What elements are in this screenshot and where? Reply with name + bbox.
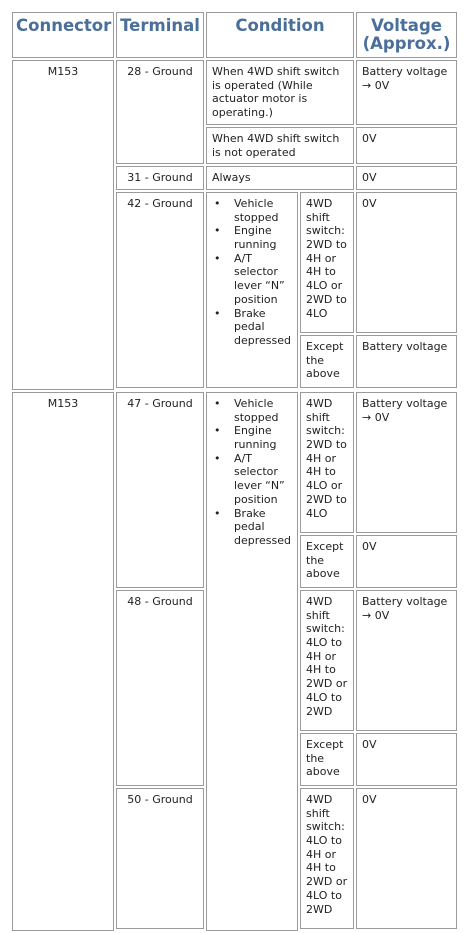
voltage-cell: 0V <box>356 166 457 190</box>
condition-list-cell <box>206 392 298 931</box>
list-item-text: • A/T selector lever “N” position <box>234 451 285 506</box>
voltage-cell: 0V <box>356 127 457 164</box>
list-item <box>212 424 292 451</box>
terminal-cell: 28 - Ground <box>116 60 204 164</box>
voltage-cell: Battery voltage → 0V <box>356 590 457 731</box>
table-row <box>12 392 457 533</box>
connector-voltage-table <box>10 10 459 933</box>
list-item <box>212 252 292 307</box>
terminal-cell: 48 - Ground <box>116 590 204 786</box>
list-item <box>212 197 292 224</box>
condition-cell: Always <box>206 166 354 190</box>
voltage-cell: 0V <box>356 535 457 588</box>
header-voltage <box>356 12 457 58</box>
terminal-cell: 50 - Ground <box>116 788 204 929</box>
sub-condition-cell: 4WD shift switch: 2WD to 4H or 4H to 4LO or 2WD to 4LO <box>300 392 354 533</box>
list-item <box>212 507 292 548</box>
voltage-cell: Battery voltage <box>356 335 457 388</box>
spec-table-container <box>10 10 459 933</box>
terminal-cell: 42 - Ground <box>116 192 204 388</box>
list-item-text: • A/T selector lever “N” position <box>234 251 285 306</box>
voltage-cell: Battery voltage → 0V <box>356 392 457 533</box>
sub-condition-cell: 4WD shift switch: 2WD to 4H or 4H to 4LO or 2WD to 4LO <box>300 192 354 333</box>
header-voltage-line2: (Approx.) <box>362 34 451 53</box>
sub-condition-cell: 4WD shift switch: 4LO to 4H or 4H to 2WD or 4LO to 2WD <box>300 788 354 929</box>
header-voltage-line1: Voltage <box>371 16 442 35</box>
list-item-text: • Vehicle stopped <box>234 396 279 424</box>
voltage-cell: 0V <box>356 788 457 929</box>
connector-cell: M153 <box>12 392 114 931</box>
list-item-text: • Brake pedal depressed <box>234 506 291 547</box>
list-item-text: • Vehicle stopped <box>234 196 279 224</box>
header-row <box>12 12 457 58</box>
sub-condition-cell: Except the above <box>300 335 354 388</box>
list-item <box>212 224 292 251</box>
list-item-text: • Brake pedal depressed <box>234 306 291 347</box>
list-item-text: • Engine running <box>234 424 277 452</box>
terminal-cell: 31 - Ground <box>116 166 204 190</box>
header-condition: Condition <box>206 12 354 58</box>
header-terminal: Terminal <box>116 12 204 58</box>
list-item <box>212 452 292 507</box>
header-connector: Connector <box>12 12 114 58</box>
connector-cell: M153 <box>12 60 114 390</box>
condition-list-cell <box>206 192 298 388</box>
condition-list <box>212 397 292 548</box>
list-item-text: • Engine running <box>234 224 277 252</box>
condition-list <box>212 197 292 348</box>
voltage-cell: 0V <box>356 733 457 786</box>
condition-cell: When 4WD shift switch is operated (While actuator motor is operating.) <box>206 60 354 125</box>
voltage-cell: Battery voltage → 0V <box>356 60 457 125</box>
table-row <box>12 60 457 125</box>
list-item <box>212 307 292 348</box>
terminal-cell: 47 - Ground <box>116 392 204 588</box>
sub-condition-cell: Except the above <box>300 535 354 588</box>
sub-condition-cell: Except the above <box>300 733 354 786</box>
voltage-cell: 0V <box>356 192 457 333</box>
condition-cell: When 4WD shift switch is not operated <box>206 127 354 164</box>
sub-condition-cell: 4WD shift switch: 4LO to 4H or 4H to 2WD or 4LO to 2WD <box>300 590 354 731</box>
list-item <box>212 397 292 424</box>
